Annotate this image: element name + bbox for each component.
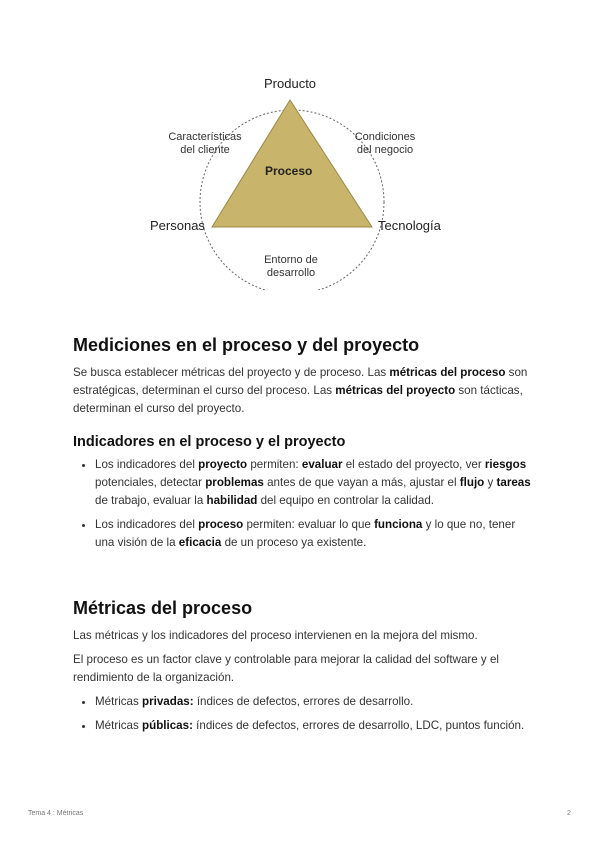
page-number: 2 xyxy=(567,810,571,817)
bold-text: evaluar xyxy=(301,458,343,471)
section-mediciones xyxy=(73,335,533,558)
bold-text: tareas xyxy=(496,476,531,489)
text: Métricas xyxy=(95,719,143,732)
text: antes de que vayan a más, ajustar el xyxy=(263,476,460,489)
process-diagram xyxy=(140,70,460,290)
text: permiten: evaluar lo que xyxy=(243,518,375,531)
label-condiciones-l2: del negocio xyxy=(356,144,414,156)
footer-title: Tema 4 : Métricas xyxy=(28,810,84,817)
section-title-metricas: Métricas del proceso xyxy=(73,598,253,618)
label-condiciones xyxy=(340,131,430,157)
text: y xyxy=(484,476,497,489)
subsection-title-indicadores: Indicadores en el proceso y el proyecto xyxy=(73,434,346,450)
label-personas: Personas xyxy=(150,218,205,233)
bold-text: problemas xyxy=(205,476,264,489)
paragraph-metricas-mejora: Las métricas y los indicadores del proceso intervienen en la mejora del mismo. xyxy=(73,629,478,642)
text: Métricas xyxy=(95,695,143,708)
bold-text: habilidad xyxy=(206,494,258,507)
label-caracteristicas xyxy=(160,131,250,157)
bold-text: públicas: xyxy=(142,719,193,732)
indicadores-list xyxy=(73,456,533,552)
label-caracteristicas-l2: del cliente xyxy=(180,144,230,156)
label-condiciones-l1: Condiciones xyxy=(354,131,416,143)
bold-text: proyecto xyxy=(198,458,248,471)
bold-text: funciona xyxy=(374,518,423,531)
text: Los indicadores del xyxy=(95,458,199,471)
text: Se busca establecer métricas del proyecto y de proceso. Las xyxy=(73,366,390,379)
list-item-proyecto xyxy=(95,456,533,510)
list-item-privadas xyxy=(95,693,533,711)
bold-text: flujo xyxy=(459,476,485,489)
label-entorno-l2: desarrollo xyxy=(266,267,316,279)
text: de un proceso ya existente. xyxy=(221,536,367,549)
section-title-mediciones: Mediciones en el proceso y del proyecto xyxy=(73,335,420,355)
paragraph-factor-clave: El proceso es un factor clave y controlable para mejorar la calidad del software y el rendimiento de la organización. xyxy=(73,653,499,684)
label-caracteristicas-l1: Características xyxy=(168,131,242,143)
text: y lo que no, tener una visión de la xyxy=(95,518,516,549)
label-entorno-l1: Entorno de xyxy=(264,254,318,266)
text: permiten: xyxy=(247,458,302,471)
bold-text: métricas del proceso xyxy=(389,366,506,379)
bold-text: eficacia xyxy=(178,536,222,549)
text: de trabajo, evaluar la xyxy=(95,494,207,507)
label-producto: Producto xyxy=(264,76,317,91)
paragraph-metricas-intro xyxy=(73,364,533,418)
text: el estado del proyecto, ver xyxy=(342,458,485,471)
text: son estratégicas, determinan el curso del proceso. Las xyxy=(73,366,528,397)
bold-text: proceso xyxy=(198,518,244,531)
bold-text: métricas del proyecto xyxy=(335,384,456,397)
bold-text: riesgos xyxy=(484,458,527,471)
metricas-list xyxy=(73,693,533,735)
text: índices de defectos, errores de desarrollo, LDC, puntos función. xyxy=(192,719,525,732)
bold-text: privadas: xyxy=(142,695,194,708)
text: índices de defectos, errores de desarrollo. xyxy=(193,695,414,708)
text: potenciales, detectar xyxy=(95,476,206,489)
text: Los indicadores del xyxy=(95,518,199,531)
list-item-publicas xyxy=(95,717,533,735)
section-metricas-proceso xyxy=(73,598,533,741)
list-item-proceso xyxy=(95,516,533,552)
text: del equipo en controlar la calidad. xyxy=(257,494,434,507)
text: son tácticas, determinan el curso del proyecto. xyxy=(73,384,523,415)
label-entorno xyxy=(246,254,336,280)
label-tecnologia: Tecnología xyxy=(378,218,441,233)
label-proceso: Proceso xyxy=(265,164,313,178)
